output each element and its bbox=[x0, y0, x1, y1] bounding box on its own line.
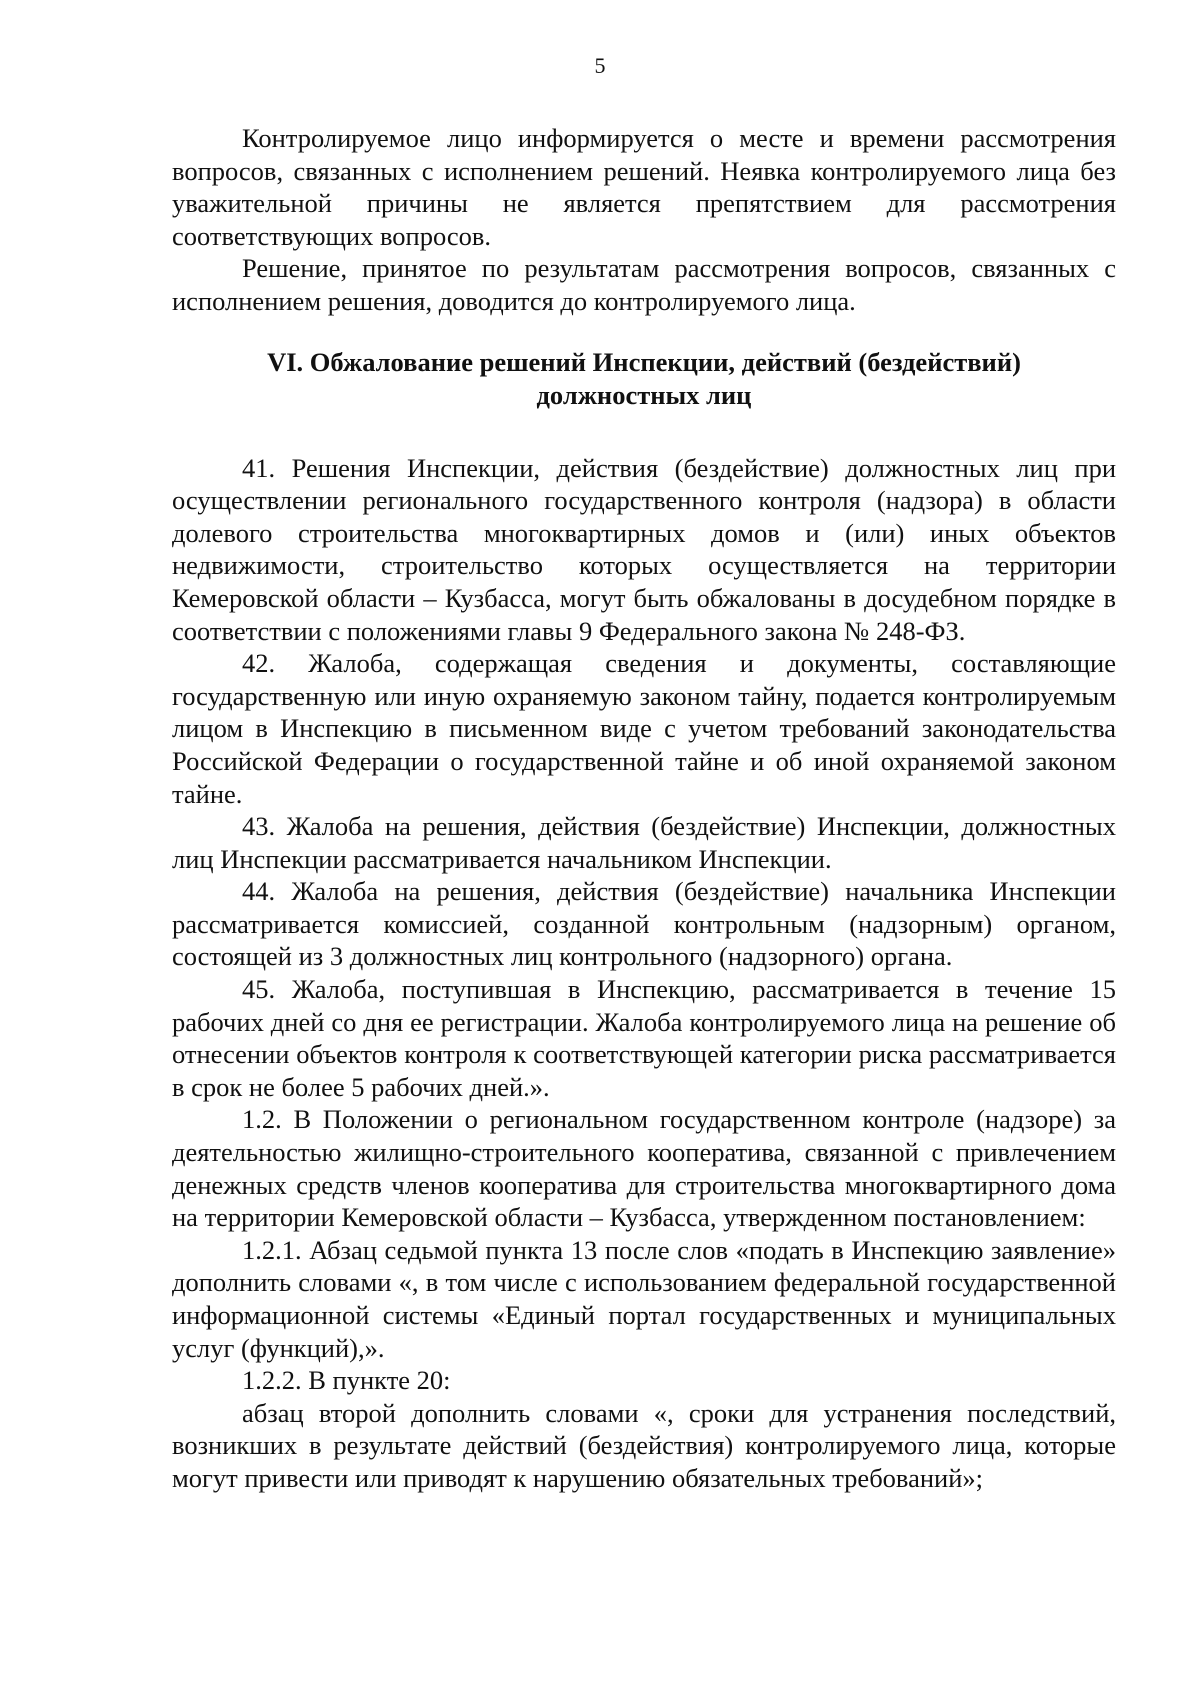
paragraph-43: 43. Жалоба на решения, действия (бездействие) Инспекции, должностных лиц Инспекции рассматривается начальником Инспекции. bbox=[172, 811, 1116, 874]
paragraph-42: 42. Жалоба, содержащая сведения и документы, составляющие государственную или иную охраняемую законом тайну, подается контролируемым лицом в Инспекцию в письменном виде с учетом требований законодательства Российской Федерации о государственной тайне и об иной охраняемой законом тайне. bbox=[172, 648, 1116, 809]
paragraph-1-2: 1.2. В Положении о региональном государственном контроле (надзоре) за деятельностью жилищно-строительного кооператива, связанной с привлечением денежных средств членов кооператива для строительства многоквартирного дома на территории Кемеровской области – Кузбасса, утвержденном постановлением: bbox=[172, 1104, 1116, 1233]
paragraph-1-2-1: 1.2.1. Абзац седьмой пункта 13 после слов «подать в Инспекцию заявление» дополнить словами «, в том числе с использованием федеральной государственной информационной системы «Единый портал государственных и муниципальных услуг (функций),». bbox=[172, 1234, 1116, 1363]
document-body bbox=[172, 122, 1116, 1495]
paragraph-1-2-2: 1.2.2. В пункте 20: bbox=[242, 1365, 451, 1396]
paragraph-intro-1: Контролируемое лицо информируется о месте и времени рассмотрения вопросов, связанных с исполнением решений. Неявка контролируемого лица без уважительной причины не является препятствием для рассмотрения соответствующих вопросов. bbox=[172, 123, 1116, 251]
section-heading-line-2: должностных лиц bbox=[536, 379, 752, 410]
paragraph-intro-2: Решение, принятое по результатам рассмотрения вопросов, связанных с исполнением решения, доводится до контролируемого лица. bbox=[172, 253, 1116, 316]
page-number: 5 bbox=[594, 53, 606, 78]
paragraph-1-2-2-abzac: абзац второй дополнить словами «, сроки для устранения последствий, возникших в результате действий (бездействия) контролируемого лица, которые могут привести или приводят к нарушению обязательных требований»; bbox=[172, 1397, 1116, 1493]
section-heading bbox=[172, 346, 1116, 412]
paragraph-44: 44. Жалоба на решения, действия (бездействие) начальника Инспекции рассматривается комиссией, созданной контрольным (надзорным) органом, состоящей из 3 должностных лиц контрольного (надзорного) органа. bbox=[172, 876, 1116, 972]
paragraph-41: 41. Решения Инспекции, действия (бездействие) должностных лиц при осуществлении регионального государственного контроля (надзора) в области долевого строительства многоквартирных домов и (или) иных объектов недвижимости, строительство которых осуществляется на территории Кемеровской области – Кузбасса, могут быть обжалованы в досудебном порядке в соответствии с положениями главы 9 Федерального закона № 248-ФЗ. bbox=[172, 452, 1116, 646]
paragraph-45: 45. Жалоба, поступившая в Инспекцию, рассматривается в течение 15 рабочих дней со дня ее регистрации. Жалоба контролируемого лица на решение об отнесении объектов контроля к соответствующей категории риска рассматривается в срок не более 5 рабочих дней.». bbox=[172, 974, 1116, 1102]
section-heading-line-1: VI. Обжалование решений Инспекции, действий (бездействий) bbox=[267, 346, 1021, 377]
